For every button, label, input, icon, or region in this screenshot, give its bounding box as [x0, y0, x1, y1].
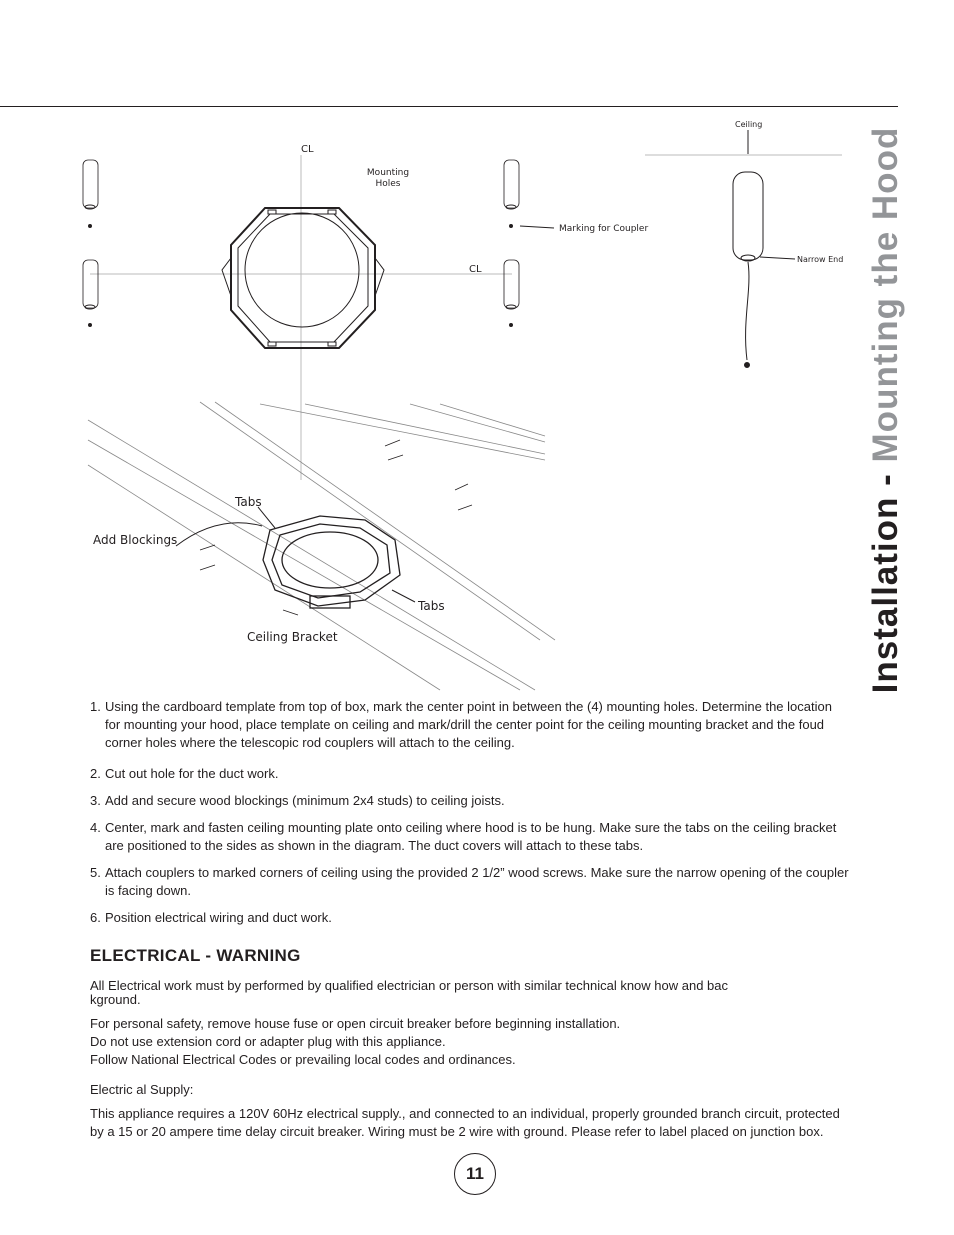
tabs-bottom-leader	[392, 590, 415, 602]
step-number: 1.	[90, 699, 101, 714]
step-6	[90, 909, 850, 927]
mounting-diagram	[0, 110, 860, 700]
step-3	[90, 792, 850, 810]
step-1	[90, 698, 850, 752]
step-number: 2.	[90, 766, 101, 781]
ceiling-bracket-top-view	[222, 208, 384, 348]
marking-arrow	[520, 226, 554, 228]
side-title-prefix: Installation -	[866, 462, 905, 694]
add-blockings-leader	[176, 523, 262, 546]
coupler-bottom-right	[504, 260, 519, 327]
narrow-end-arrow	[760, 257, 795, 259]
tabs-top-label: Tabs	[235, 495, 262, 509]
cl-right-label: CL	[469, 264, 482, 275]
step-number: 4.	[90, 820, 101, 835]
mounting-holes-label-2: Holes	[375, 179, 401, 189]
ceiling-bracket-installed	[263, 516, 400, 608]
side-title	[866, 127, 906, 694]
marking-for-coupler-label: Marking for Coupler	[559, 224, 649, 234]
step-text: Attach couplers to marked corners of ceiling using the provided 2 1/2” wood screws. Make sure the narrow opening of the coupler is facing down.	[105, 865, 849, 898]
mounting-holes-label-1: Mounting	[366, 168, 410, 178]
step-2	[90, 765, 850, 783]
step-4	[90, 819, 850, 855]
step-number: 3.	[90, 793, 101, 808]
top-rule	[0, 106, 898, 107]
coupler-bottom-left	[83, 260, 98, 327]
ceiling-bracket-label: Ceiling Bracket	[247, 630, 338, 644]
step-number: 6.	[90, 910, 101, 925]
cl-top-label: CL	[301, 144, 314, 155]
page-number: 11	[454, 1153, 496, 1195]
side-title-suffix: Mounting the Hood	[866, 126, 905, 463]
screws	[200, 440, 472, 615]
tabs-bottom-label: Tabs	[418, 599, 445, 613]
warning-line-1: All Electrical work must by performed by qualified electrician or person with similar technical know how and bac kground.	[90, 978, 728, 1007]
warning-line-4: Follow National Electrical Codes or prevailing local codes and ordinances.	[90, 1052, 516, 1067]
step-5	[90, 864, 850, 900]
step-text: Center, mark and fasten ceiling mounting plate onto ceiling where hood is to be hung. Make sure the tabs on the ceiling bracket are positioned to the sides as shown in the diagram. The duct covers will attach to these tabs.	[105, 820, 837, 853]
step-text: Position electrical wiring and duct work.	[105, 910, 332, 925]
instruction-steps	[90, 698, 850, 927]
step-number: 5.	[90, 865, 101, 880]
supply-text: This appliance requires a 120V 60Hz electrical supply., and connected to an individual, properly grounded branch circuit, protected by a 15 or 20 ampere time delay circuit breaker. Wiring must be 2 wire with ground. Please refer to label placed on junction box.	[90, 1106, 840, 1139]
coupler-top-left	[83, 160, 98, 228]
warning-heading: ELECTRICAL - WARNING	[90, 946, 301, 965]
tabs-top-leader	[258, 507, 275, 528]
ceiling-label: Ceiling	[735, 120, 763, 129]
pendant-coupler	[733, 172, 763, 368]
coupler-top-right	[504, 160, 519, 228]
warning-line-3: Do not use extension cord or adapter plug with this appliance.	[90, 1034, 446, 1049]
add-blockings-label: Add Blockings	[93, 533, 178, 547]
step-text: Add and secure wood blockings (minimum 2x4 studs) to ceiling joists.	[105, 793, 505, 808]
step-text: Using the cardboard template from top of box, mark the center point in between the (4) mounting holes. Determine the location for mounting your hood, place template on ceiling and mark/drill the center point for the ceiling mounting bracket and the foud corner holes where the telescopic rod couplers will attach to the ceiling.	[105, 699, 832, 750]
step-text: Cut out hole for the duct work.	[105, 766, 279, 781]
narrow-end-label: Narrow End	[797, 255, 844, 264]
warning-section	[90, 979, 850, 1141]
supply-heading: Electric al Supply:	[90, 1082, 194, 1097]
warning-line-2: For personal safety, remove house fuse or open circuit breaker before beginning installation.	[90, 1016, 621, 1031]
